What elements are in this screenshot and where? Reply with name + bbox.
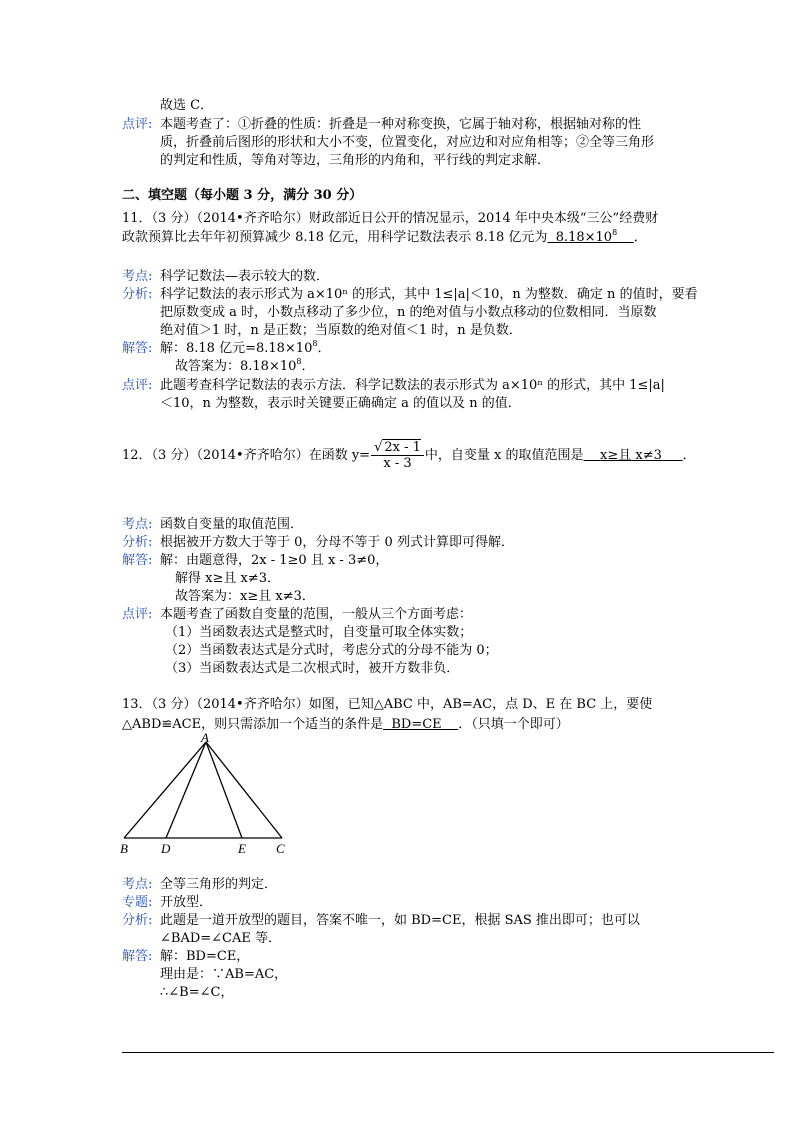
q13-answer: BD=CE <box>391 717 442 732</box>
q11-jieda-line1 <box>160 340 330 358</box>
q11-jieda-end: ． <box>301 359 315 374</box>
q11-kaodian: 科学记数法—表示较大的数． <box>160 269 330 284</box>
q11-fenxi-tag: 分析: <box>122 287 153 302</box>
q13-zhuanti-tag: 专题: <box>122 895 153 910</box>
q12-jieda-tag: 解答: <box>122 553 153 568</box>
q12-stem <box>122 440 696 471</box>
q11-stem-text: 政款预算比去年年初预算减少 8.18 亿元，用科学记数法表示 8.18 亿元为 <box>122 230 548 245</box>
label-b: B <box>120 841 128 856</box>
q12-stem-mid: 中，自变量 x 的取值范围是 <box>424 448 584 463</box>
q13-kaodian-tag: 考点: <box>122 877 153 892</box>
q12-dianping-line: 本题考查了函数自变量的范围，一般从三个方面考虑： <box>160 607 473 622</box>
q13-stem-line1: 13．（3 分）（2014•齐齐哈尔）如图，已知△ABC 中，AB=AC，点 D、E 在 BC 上，要使 <box>122 697 653 712</box>
label-e: E <box>238 841 246 856</box>
q12-frac-num: √ 2x - 1 <box>371 440 424 456</box>
q12-answer: x≥且 x≠3 <box>600 448 662 463</box>
q12-radicand: 2x - 1 <box>384 440 421 455</box>
q13-answer-blank <box>383 717 458 732</box>
q12-kaodian: 函数自变量的取值范围． <box>160 517 304 532</box>
q13-fenxi-tag: 分析: <box>122 913 153 928</box>
q12-frac-den: x - 3 <box>383 456 412 471</box>
q11-fenxi-line: 科学记数法的表示形式为 a×10ⁿ 的形式，其中 1≤|a|＜10，n 为整数．确定 n 的值时，要看 <box>160 287 698 302</box>
segment-ad <box>166 742 206 838</box>
q11-stem-end: ． <box>633 230 647 245</box>
q12-jieda-line: 解：由题意得，2x - 1≥0 且 x - 3≠0， <box>160 553 389 568</box>
q11-jieda-text: 故答案为：8.18×10 <box>175 359 297 374</box>
prev-comment-line: 质，折叠前后图形的形状和大小不变，位置变化，对应边和对应角相等；②全等三角形 <box>160 135 655 150</box>
segment-ae <box>206 742 242 838</box>
prev-comment-line: 的判定和性质，等角对等边，三角形的内角和，平行线的判定求解． <box>160 153 551 168</box>
q12-jieda-line: 故答案为：x≥且 x≠3． <box>175 589 315 604</box>
q11-dianping-line: 此题考查科学记数法的表示方法．科学记数法的表示形式为 a×10ⁿ 的形式，其中 1≤|a| <box>160 378 665 393</box>
prev-answer: 故选 C． <box>160 98 214 113</box>
q11-jieda-exp: 8 <box>312 339 318 348</box>
q12-fenxi-tag: 分析: <box>122 535 153 550</box>
q13-jieda-line: 解：BD=CE， <box>160 949 250 964</box>
q13-jieda-line: 理由是：∵AB=AC， <box>160 967 288 982</box>
q13-stem-end: ．（只填一个即可） <box>458 717 569 732</box>
q11-jieda-tag: 解答: <box>122 341 153 356</box>
q13-zhuanti: 开放型． <box>160 895 213 910</box>
segment-ab <box>124 742 206 838</box>
q12-dianping-line: （1）当函数表达式是整式时，自变量可取全体实数； <box>165 625 473 640</box>
q12-dianping-tag: 点评: <box>122 607 153 622</box>
q13-fenxi-line: ∠BAD=∠CAE 等． <box>160 931 281 946</box>
q11-answer-blank <box>547 230 633 245</box>
section-title: 二、填空题（每小题 3 分，满分 30 分） <box>122 188 363 203</box>
q11-kaodian-tag: 考点: <box>122 269 153 284</box>
q12-kaodian-tag: 考点: <box>122 517 153 532</box>
q12-stem-text: 12．（3 分）（2014•齐齐哈尔）在函数 y= <box>122 448 371 463</box>
q11-jieda-exp: 8 <box>296 357 302 366</box>
label-a: A <box>201 732 209 745</box>
q13-triangle-figure <box>110 732 300 862</box>
q11-fenxi-line: 绝对值＞1 时，n 是正数；当原数的绝对值＜1 时，n 是负数． <box>160 323 522 338</box>
q12-dianping-line: （2）当函数表达式是分式时，考虑分式的分母不能为 0； <box>165 643 498 658</box>
q12-jieda-line: 解得 x≥且 x≠3． <box>175 571 280 586</box>
footer-rule <box>122 1052 774 1053</box>
label-c: C <box>276 841 285 856</box>
q11-dianping-line: ＜10，n 为整数，表示时关键要正确确定 a 的值以及 n 的值． <box>160 396 521 411</box>
q12-dianping-line: （3）当函数表达式是二次根式时，被开方数非负． <box>165 661 460 676</box>
q11-stem-line2 <box>122 229 647 247</box>
q11-dianping-tag: 点评: <box>122 378 153 393</box>
q12-stem-end: ． <box>682 448 696 463</box>
q13-jieda-tag: 解答: <box>122 949 153 964</box>
q13-fenxi-line: 此题是一道开放型的题目，答案不唯一，如 BD=CE，根据 SAS 推出即可；也可以 <box>160 913 640 928</box>
segment-ac <box>206 742 282 838</box>
q11-jieda-line2 <box>175 358 315 376</box>
q11-fenxi-line: 把原数变成 a 时，小数点移动了多少位，n 的绝对值与小数点移动的位数相同．当原数 <box>160 305 657 320</box>
q12-fenxi: 根据被开方数大于等于 0，分母不等于 0 列式计算即可得解． <box>160 535 514 550</box>
q11-answer-exp: 8 <box>612 228 618 237</box>
q13-kaodian: 全等三角形的判定． <box>160 877 278 892</box>
q11-answer-base: 8.18×10 <box>555 230 613 245</box>
q11-jieda-text: 解：8.18 亿元=8.18×10 <box>160 341 313 356</box>
label-d: D <box>161 841 171 856</box>
q11-jieda-end: ． <box>317 341 331 356</box>
prev-comment-line: 本题考查了：①折叠的性质：折叠是一种对称变换，它属于轴对称，根据轴对称的性 <box>160 117 642 132</box>
q13-stem-text: △ABD≌ACE，则只需添加一个适当的条件是 <box>122 717 384 732</box>
q12-answer-blank <box>584 448 683 463</box>
q12-fraction <box>371 440 424 471</box>
prev-comment-tag: 点评: <box>122 117 153 132</box>
q11-stem-line1: 11．（3 分）（2014•齐齐哈尔）财政部近日公开的情况显示，2014 年中央本级“三公”经费财 <box>122 211 659 226</box>
q13-jieda-line: ∴∠B=∠C， <box>160 985 234 1000</box>
